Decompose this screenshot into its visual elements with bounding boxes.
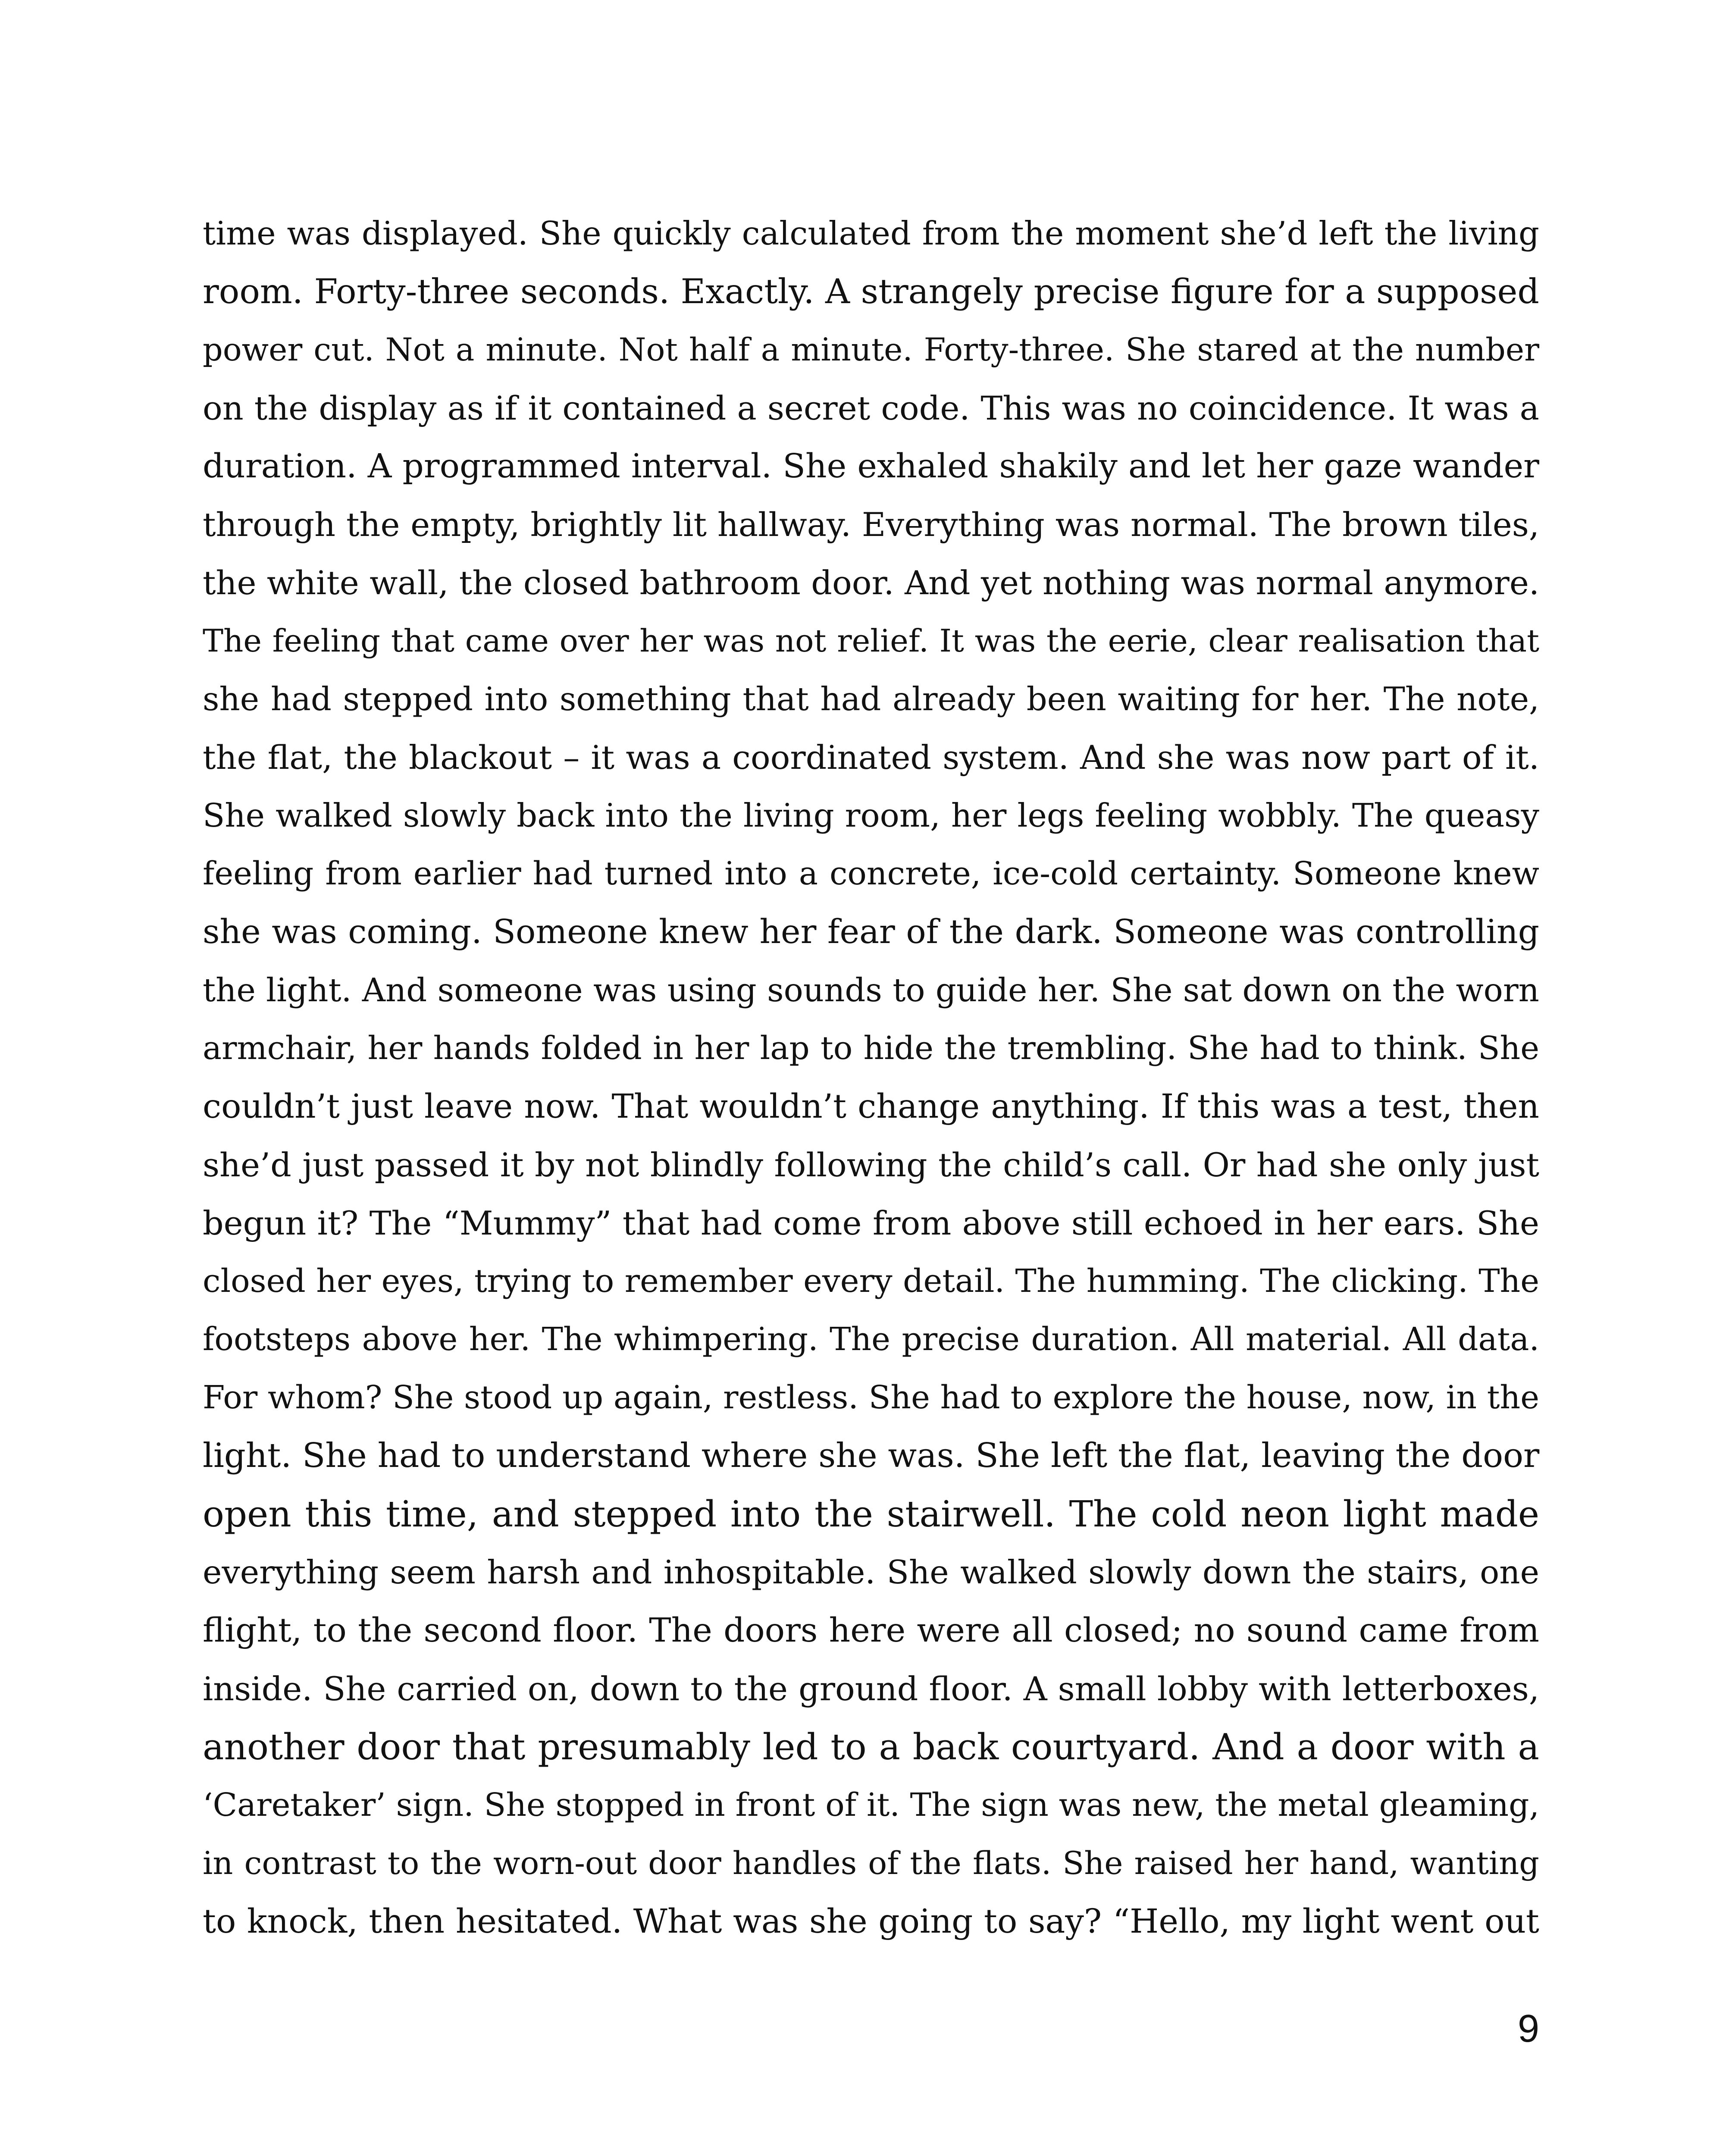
text-line: ‘Caretaker’ sign. She stopped in front of it. The sign was new, the metal gleaming, <box>203 1786 1539 1824</box>
text-line: inside. She carried on, down to the ground floor. A small lobby with letterboxes, <box>203 1670 1539 1708</box>
text-line: closed her eyes, trying to remember every detail. The humming. The clicking. The <box>203 1263 1539 1300</box>
text-line: power cut. Not a minute. Not half a minute. Forty-three. She stared at the number <box>203 332 1539 368</box>
text-line: flight, to the second floor. The doors here were all closed; no sound came from <box>203 1611 1539 1650</box>
text-line: footsteps above her. The whimpering. The precise duration. All material. All data. <box>203 1321 1539 1358</box>
text-line: the light. And someone was using sounds to guide her. She sat down on the worn <box>203 971 1539 1009</box>
text-line: in contrast to the worn-out door handles of the flats. She raised her hand, wanting <box>203 1845 1539 1882</box>
body-text <box>203 204 1539 1951</box>
text-line: feeling from earlier had turned into a concrete, ice-cold certainty. Someone knew <box>203 855 1539 892</box>
text-line: time was displayed. She quickly calculated from the moment she’d left the living <box>203 214 1539 252</box>
text-line: the flat, the blackout – it was a coordinated system. And she was now part of it. <box>203 738 1539 777</box>
text-line: open this time, and stepped into the stairwell. The cold neon light made <box>203 1493 1539 1535</box>
text-line: room. Forty-three seconds. Exactly. A strangely precise figure for a supposed <box>203 272 1539 311</box>
text-line: she’d just passed it by not blindly following the child’s call. Or had she only just <box>203 1146 1539 1184</box>
text-line: she was coming. Someone knew her fear of the dark. Someone was controlling <box>203 913 1539 951</box>
text-line: couldn’t just leave now. That wouldn’t change anything. If this was a test, then <box>203 1087 1539 1126</box>
page-number: 9 <box>1517 2007 1539 2050</box>
text-line: to knock, then hesitated. What was she going to say? “Hello, my light went out <box>203 1902 1539 1941</box>
text-line: the white wall, the closed bathroom door. And yet nothing was normal anymore. <box>203 564 1539 602</box>
text-line: through the empty, brightly lit hallway. Everything was normal. The brown tiles, <box>203 505 1539 544</box>
text-line: armchair, her hands folded in her lap to hide the trembling. She had to think. She <box>203 1030 1539 1067</box>
text-line: She walked slowly back into the living room, her legs feeling wobbly. The queasy <box>203 796 1539 834</box>
text-line: duration. A programmed interval. She exhaled shakily and let her gaze wander <box>203 447 1539 486</box>
text-line: begun it? The “Mummy” that had come from above still echoed in her ears. She <box>203 1204 1539 1242</box>
text-line: For whom? She stood up again, restless. She had to explore the house, now, in the <box>203 1379 1539 1416</box>
text-line: she had stepped into something that had already been waiting for her. The note, <box>203 680 1539 718</box>
text-line: on the display as if it contained a secret code. This was no coincidence. It was a <box>203 389 1539 427</box>
text-line: The feeling that came over her was not relief. It was the eerie, clear realisation that <box>203 623 1539 659</box>
text-line: another door that presumably led to a back courtyard. And a door with a <box>203 1726 1539 1768</box>
text-line: light. She had to understand where she was. She left the flat, leaving the door <box>203 1436 1540 1475</box>
text-line: everything seem harsh and inhospitable. She walked slowly down the stairs, one <box>203 1553 1539 1591</box>
